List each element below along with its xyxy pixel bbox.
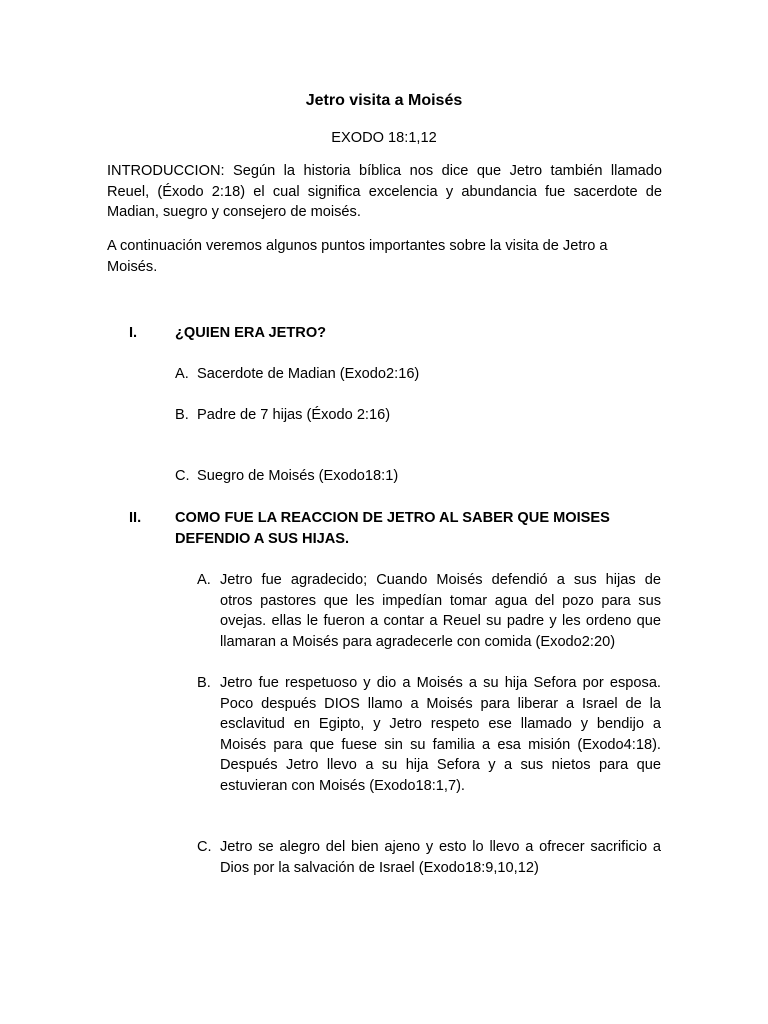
section-heading-line: COMO FUE LA REACCION DE JETRO AL SABER QUE MOISES — [175, 510, 610, 526]
list-item-line: esclavitud en Egipto, y Jetro respeto ese llamado y bendijo a — [220, 716, 661, 732]
continuation-line: A continuación veremos algunos puntos importantes sobre la visita de Jetro a — [107, 238, 608, 254]
intro-line: INTRODUCCION: Según la historia bíblica nos dice que Jetro también llamado — [107, 163, 662, 179]
intro-line: Reuel, (Éxodo 2:18) el cual significa excelencia y abundancia fue sacerdote de — [107, 183, 662, 200]
list-item-line: otros pastores que les impedían tomar agua del pozo para sus — [220, 592, 661, 609]
list-item-line: estuvieran con Moisés (Exodo18:1,7). — [220, 777, 465, 794]
list-item-letter: A. — [197, 572, 211, 588]
continuation-line: Moisés. — [107, 258, 158, 275]
continuation-paragraph — [107, 236, 662, 277]
list-item-text — [220, 673, 661, 796]
section-number: II. — [129, 510, 142, 526]
list-item-text — [220, 837, 661, 878]
list-item-line: Moisés para que fuese sin su familia a esa misión (Exodo4:18). — [220, 736, 661, 753]
section-number: I. — [129, 325, 138, 341]
list-item-letter: C. — [197, 839, 212, 855]
list-item-letter: B. — [175, 407, 189, 423]
list-item-line: Jetro fue respetuoso y dio a Moisés a su hija Sefora por esposa. — [220, 675, 661, 691]
section-heading-line: DEFENDIO A SUS HIJAS. — [175, 530, 350, 547]
list-item-text — [220, 570, 661, 652]
list-item-line: ovejas. ellas le fueron a contar a Reuel su padre y les ordeno que — [220, 613, 661, 629]
list-item-line: llamaran a Moisés para agradecerle con comida (Exodo2:20) — [220, 633, 616, 650]
list-item-line: Poco después DIOS llamo a Moisés para liberar a Israel de la — [220, 695, 661, 712]
list-item-line: Jetro se alegro del bien ajeno y esto lo llevo a ofrecer sacrificio a — [220, 839, 661, 855]
document-title: Jetro visita a Moisés — [305, 92, 463, 109]
list-item-letter: C. — [175, 468, 190, 484]
scripture-reference: EXODO 18:1,12 — [331, 130, 437, 146]
list-item-letter: B. — [197, 675, 211, 691]
list-item-line: Dios por la salvación de Israel (Exodo18:9,10,12) — [220, 859, 539, 876]
list-item-line: Después Jetro llevo a su hija Sefora y a sus nietos para que — [220, 757, 661, 773]
intro-paragraph — [107, 161, 662, 223]
list-item-text: Suegro de Moisés (Exodo18:1) — [197, 468, 399, 484]
list-item-line: Jetro fue agradecido; Cuando Moisés defendió a sus hijas de — [220, 572, 661, 588]
list-item-text: Sacerdote de Madian (Exodo2:16) — [197, 366, 420, 382]
section-heading: ¿QUIEN ERA JETRO? — [175, 325, 327, 341]
list-item-text: Padre de 7 hijas (Éxodo 2:16) — [197, 407, 391, 423]
list-item-letter: A. — [175, 366, 189, 382]
intro-line: Madian, suegro y consejero de moisés. — [107, 204, 361, 220]
section-heading — [175, 508, 645, 549]
